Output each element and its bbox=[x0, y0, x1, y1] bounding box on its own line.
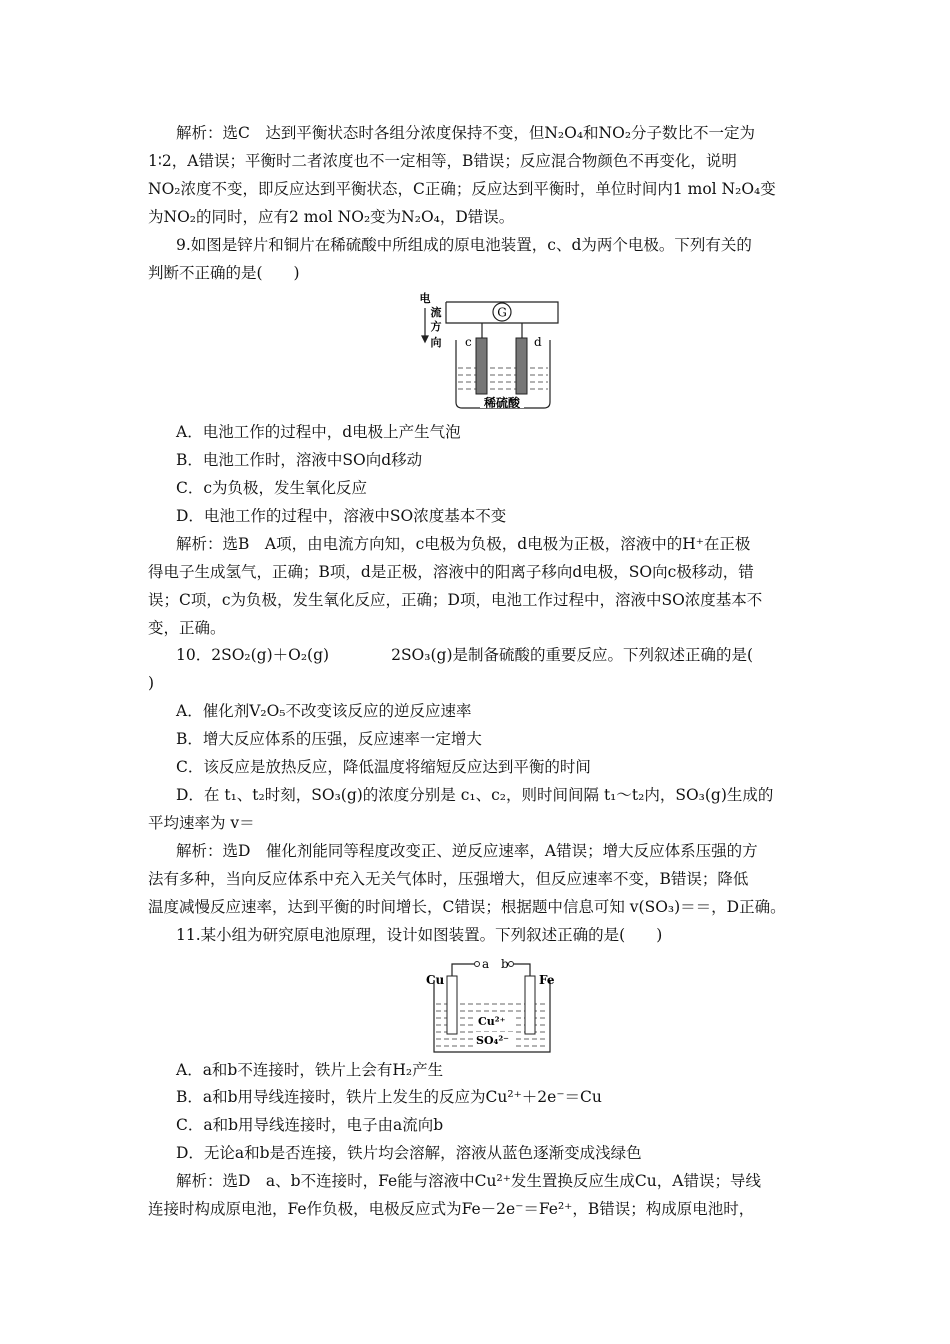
text-line: 10．2SO₂(g)＋O₂(g) 2SO₃(g)是制备硫酸的重要反应。下列叙述正确的是( bbox=[176, 646, 754, 664]
arrow-label-char: 向 bbox=[430, 336, 442, 349]
galvanometer-label: G bbox=[497, 305, 507, 320]
solution-lines bbox=[458, 368, 548, 389]
text-line: 得电子生成氢气，正确；B项，d是正极，溶液中的阳离子移向d电极，SO向c极移动，错 bbox=[148, 563, 754, 581]
arrow-label-char: 方 bbox=[430, 320, 442, 333]
option-b: B．增大反应体系的压强，反应速率一定增大 bbox=[176, 730, 482, 748]
text-line: 1∶2，A错误；平衡时二者浓度也不一定相等，B错误；反应混合物颜色不再变化，说明 bbox=[148, 152, 737, 170]
text-line: 解析：选D 催化剂能同等程度改变正、逆反应速率，A错误；增大反应体系压强的方 bbox=[176, 842, 758, 860]
galvanic-cell-figure bbox=[418, 290, 568, 414]
option-a: A．催化剂V₂O₅不改变该反应的逆反应速率 bbox=[176, 702, 472, 720]
cu-electrode bbox=[447, 976, 457, 1034]
text-line: 9.如图是锌片和铜片在稀硫酸中所组成的原电池装置，c、d为两个电极。下列有关的 bbox=[176, 236, 752, 254]
option-d: D．无论a和b是否连接，铁片均会溶解，溶液从蓝色逐渐变成浅绿色 bbox=[176, 1144, 642, 1162]
option-a: A．电池工作的过程中，d电极上产生气泡 bbox=[176, 423, 461, 441]
fe-electrode bbox=[525, 976, 535, 1034]
cu-label: Cu bbox=[426, 973, 445, 987]
terminal-a-label: a bbox=[482, 957, 490, 971]
text-line: 平均速率为 v＝ bbox=[148, 814, 255, 832]
terminal-b-icon bbox=[509, 962, 514, 967]
text-line: 误；C项，c为负极，发生氧化反应，正确；D项，电池工作过程中，溶液中SO浓度基本不 bbox=[148, 591, 763, 609]
text-line: ) bbox=[148, 674, 155, 692]
electrode-d-label: d bbox=[534, 335, 542, 349]
text-line: 为NO₂的同时，应有2 mol NO₂变为N₂O₄，D错误。 bbox=[148, 208, 515, 226]
current-arrow-head bbox=[422, 336, 428, 342]
text-line: 11.某小组为研究原电池原理，设计如图装置。下列叙述正确的是( ) bbox=[176, 926, 663, 944]
electrode-c-label: c bbox=[465, 335, 472, 349]
cu-ion-label: Cu²⁺ bbox=[478, 1015, 506, 1028]
text-line: 解析：选C 达到平衡状态时各组分浓度保持不变，但N₂O₄和NO₂分子数比不一定为 bbox=[176, 124, 756, 142]
fe-label: Fe bbox=[539, 973, 555, 987]
option-d: D．电池工作的过程中，溶液中SO浓度基本不变 bbox=[176, 507, 507, 525]
option-c: C．c为负极，发生氧化反应 bbox=[176, 479, 368, 497]
text-line: 解析：选B A项，由电流方向知，c电极为负极，d电极为正极，溶液中的H⁺在正极 bbox=[176, 535, 751, 553]
option-b: B．电池工作时，溶液中SO向d移动 bbox=[176, 451, 423, 469]
electrode-d bbox=[516, 338, 527, 394]
text-line: 连接时构成原电池，Fe作负极，电极反应式为Fe－2e⁻＝Fe²⁺，B错误；构成原电池时， bbox=[148, 1200, 755, 1218]
text-line: 变，正确。 bbox=[148, 619, 226, 637]
terminal-b-label: b bbox=[501, 957, 509, 971]
option-a: A．a和b不连接时，铁片上会有H₂产生 bbox=[176, 1061, 444, 1079]
text-line: 解析：选D a、b不连接时，Fe能与溶液中Cu²⁺发生置换反应生成Cu，A错误；导线 bbox=[176, 1172, 761, 1190]
sulfate-ion-label: SO₄²⁻ bbox=[476, 1034, 509, 1047]
option-c: C．该反应是放热反应，降低温度将缩短反应达到平衡的时间 bbox=[176, 758, 591, 776]
electrode-c bbox=[476, 338, 487, 394]
text-line: NO₂浓度不变，即反应达到平衡状态，C正确；反应达到平衡时，单位时间内1 mol N₂O₄变 bbox=[148, 180, 776, 198]
terminal-a-icon bbox=[475, 962, 480, 967]
option-c: C．a和b用导线连接时，电子由a流向b bbox=[176, 1116, 444, 1134]
arrow-label-char: 电 bbox=[419, 292, 431, 305]
option-b: B．a和b用导线连接时，铁片上发生的反应为Cu²⁺＋2e⁻＝Cu bbox=[176, 1088, 602, 1106]
solution-label: 稀硫酸 bbox=[483, 396, 521, 410]
arrow-label-char: 流 bbox=[430, 306, 442, 319]
text-line: 温度减慢反应速率，达到平衡的时间增长，C错误；根据题中信息可知 v(SO₃)＝＝，D正确。 bbox=[148, 898, 786, 916]
text-line: 法有多种，当向反应体系中充入无关气体时，压强增大，但反应速率不变，B错误；降低 bbox=[148, 870, 749, 888]
text-line: 判断不正确的是( ) bbox=[148, 264, 300, 282]
cu-fe-cell-figure bbox=[422, 952, 572, 1060]
option-d: D．在 t₁、t₂时刻，SO₃(g)的浓度分别是 c₁、c₂，则时间间隔 t₁～t₂内，SO₃(g)生成的 bbox=[176, 786, 774, 804]
